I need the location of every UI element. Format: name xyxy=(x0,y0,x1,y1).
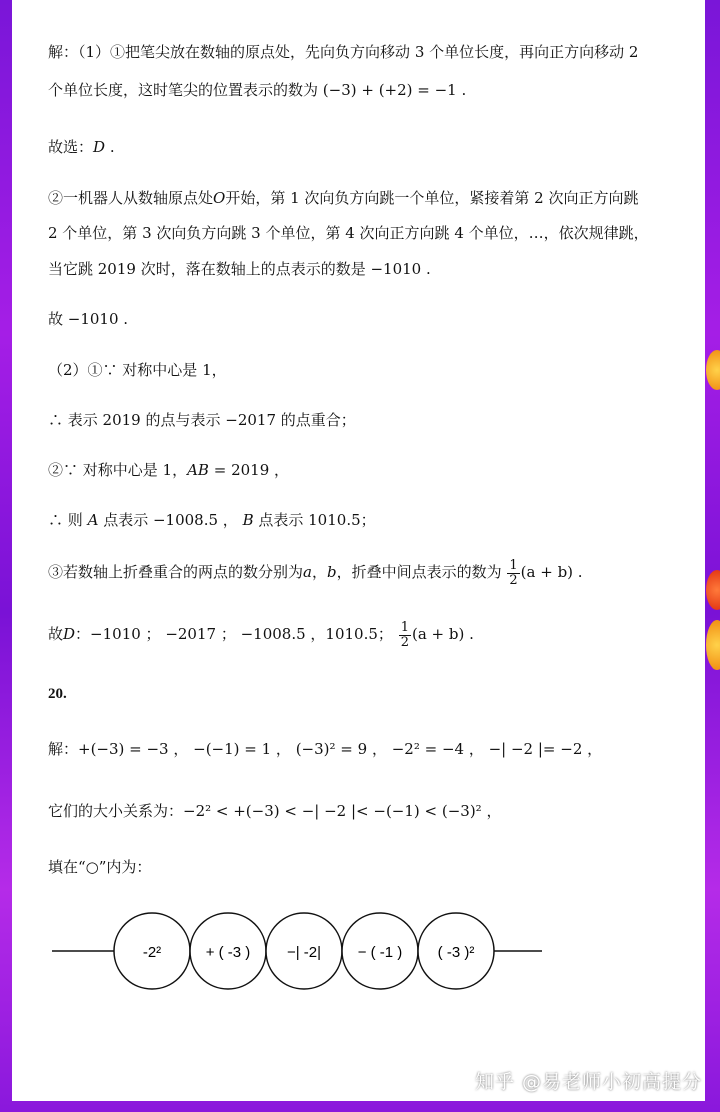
solution-line: ②一机器人从数轴原点处O开始，第 1 次向负方向跳一个单位，紧接着第 2 次向正方向跳 xyxy=(48,189,639,207)
solution-line: ②∵ 对称中心是 1，AB = 2019 ， xyxy=(48,461,290,479)
solution-line: ∴ 表示 2019 的点与表示 −2017 的点重合； xyxy=(48,411,356,429)
fraction: $\frac{1}{2}$ xyxy=(509,557,518,588)
solution-line: 解：（1）①把笔尖放在数轴的原点处，先向负方向移动 3 个单位长度，再向正方向移动 2 xyxy=(48,43,639,61)
decoration-coin xyxy=(706,570,720,610)
decoration-coin xyxy=(706,620,720,670)
fraction: $\frac{1}{2}$ xyxy=(400,619,409,650)
decoration-coin xyxy=(706,350,720,390)
answer-line: 故D：−1010 ； −2017 ； −1008.5 ，1010.5； $\frac{1}{2}$ (a + b) . xyxy=(48,619,474,650)
circle-label: −| -2| xyxy=(286,944,322,961)
watermark: 知乎 @易老师小初高提分 xyxy=(474,1071,702,1093)
answer-line: 故 −1010 . xyxy=(48,310,129,328)
solution-line: 当它跳 2019 次时，落在数轴上的点表示的数是 −1010 . xyxy=(48,260,431,278)
solution-line: （2）①∵ 对称中心是 1， xyxy=(48,361,227,379)
solution-line: 个单位长度，这时笔尖的位置表示的数为 (−3) + (+2) = −1 . xyxy=(48,81,467,99)
solution-line: 解：+(−3) = −3 ， −(−1) = 1 ， (−3)² = 9 ， −2² = −4 ， −| −2 |= −2 ， xyxy=(48,740,603,758)
solution-line: ∴ 则 A 点表示 −1008.5 ， B 点表示 1010.5； xyxy=(48,511,376,529)
circle-label: − ( -1 ) xyxy=(357,944,403,961)
solution-line: 它们的大小关系为：−2² < +(−3) < −| −2 |< −(−1) < (−3)² ， xyxy=(48,802,502,820)
solution-line: 2 个单位，第 3 次向负方向跳 3 个单位，第 4 次向正方向跳 4 个单位，…，依次规律跳， xyxy=(48,224,649,242)
ordering-diagram xyxy=(52,905,552,997)
document-page xyxy=(12,0,705,1101)
circle-label: ( -3 )² xyxy=(437,944,475,961)
answer-line: 故选：D . xyxy=(48,138,115,156)
solution-line: 填在“○”内为： xyxy=(48,858,152,876)
circle-label: -2² xyxy=(142,944,162,961)
problem-number: 20. xyxy=(48,686,67,702)
solution-line: ③若数轴上折叠重合的两点的数分别为a，b，折叠中间点表示的数为 $\frac{1}{2}$ (a + b) . xyxy=(48,557,583,588)
circle-label: + ( -3 ) xyxy=(205,944,251,961)
